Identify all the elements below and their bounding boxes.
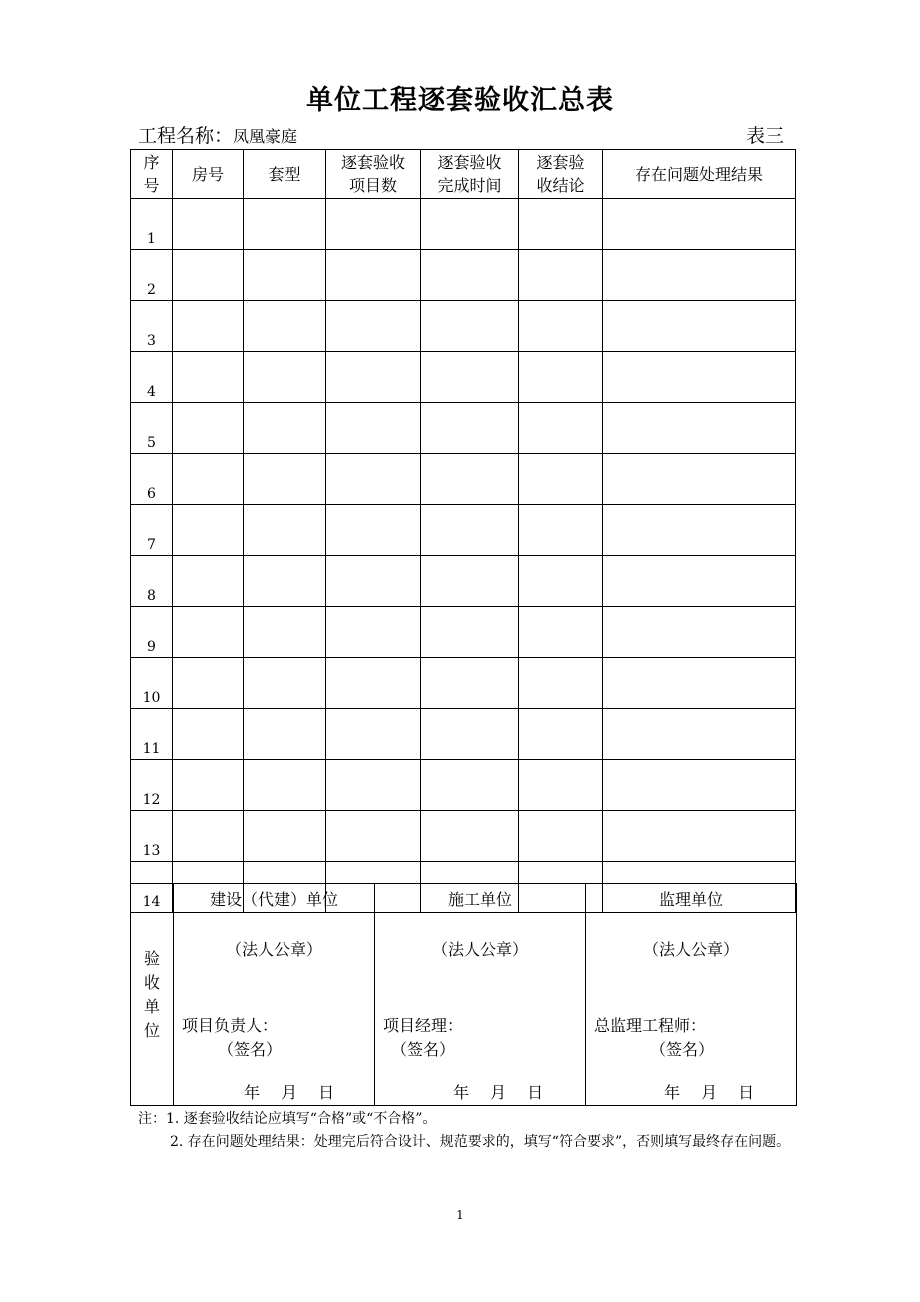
table-body: [131, 199, 796, 913]
conclusion-cell[interactable]: [519, 403, 603, 454]
conclusion-cell[interactable]: [519, 760, 603, 811]
responsible-person: 项目负责人：: [182, 1016, 279, 1035]
time-cell[interactable]: [421, 760, 519, 811]
row-number: 2: [131, 250, 173, 301]
row-number: 9: [131, 607, 173, 658]
type-cell[interactable]: [244, 658, 326, 709]
room-cell[interactable]: [173, 454, 244, 505]
responsible-person: 项目经理：: [383, 1016, 464, 1035]
type-cell[interactable]: [244, 301, 326, 352]
room-cell[interactable]: [173, 250, 244, 301]
time-cell[interactable]: [421, 250, 519, 301]
type-cell[interactable]: [244, 811, 326, 862]
result-cell[interactable]: [603, 250, 796, 301]
items-cell[interactable]: [326, 403, 421, 454]
row-number: 3: [131, 301, 173, 352]
conclusion-cell[interactable]: [519, 505, 603, 556]
type-cell[interactable]: [244, 505, 326, 556]
note-2: 2. 存在问题处理结果：处理完后符合设计、规范要求的，填写“符合要求”，否则填写最终存在问题。: [170, 1134, 791, 1150]
conclusion-cell[interactable]: [519, 658, 603, 709]
row-number: 8: [131, 556, 173, 607]
date-text: 年 月 日: [664, 1083, 755, 1102]
result-cell[interactable]: [603, 658, 796, 709]
room-cell[interactable]: [173, 811, 244, 862]
responsible-person: 总监理工程师：: [594, 1016, 707, 1035]
summary-table: [130, 149, 796, 913]
row-number: 4: [131, 352, 173, 403]
time-cell[interactable]: [421, 403, 519, 454]
row-number: 1: [131, 199, 173, 250]
header-conclusion: 逐套验 收结论: [519, 150, 603, 199]
type-cell[interactable]: [244, 199, 326, 250]
result-cell[interactable]: [603, 709, 796, 760]
row-number: 7: [131, 505, 173, 556]
result-cell[interactable]: [603, 811, 796, 862]
conclusion-cell[interactable]: [519, 352, 603, 403]
time-cell[interactable]: [421, 607, 519, 658]
row-number: 14: [131, 862, 173, 913]
result-cell[interactable]: [603, 301, 796, 352]
result-cell[interactable]: [603, 352, 796, 403]
room-cell[interactable]: [173, 556, 244, 607]
table-row: [131, 505, 796, 556]
time-cell[interactable]: [421, 505, 519, 556]
sign-block-contractor: [375, 913, 586, 1106]
type-cell[interactable]: [244, 607, 326, 658]
time-cell[interactable]: [421, 454, 519, 505]
time-cell[interactable]: [421, 658, 519, 709]
conclusion-cell[interactable]: [519, 556, 603, 607]
items-cell[interactable]: [326, 352, 421, 403]
result-cell[interactable]: [603, 403, 796, 454]
type-cell[interactable]: [244, 403, 326, 454]
unit-construction-owner: 建设（代建）单位: [174, 884, 375, 913]
room-cell[interactable]: [173, 760, 244, 811]
table-row: [131, 250, 796, 301]
items-cell[interactable]: [326, 250, 421, 301]
time-cell[interactable]: [421, 556, 519, 607]
project-name: [138, 121, 297, 148]
table-row: [131, 709, 796, 760]
table-row: [131, 760, 796, 811]
type-cell[interactable]: [244, 352, 326, 403]
items-cell[interactable]: [326, 454, 421, 505]
seal-text: （法人公章）: [642, 940, 739, 959]
row-number: 5: [131, 403, 173, 454]
room-cell[interactable]: [173, 658, 244, 709]
table-row: [131, 403, 796, 454]
table-row: [131, 199, 796, 250]
row-number: 6: [131, 454, 173, 505]
result-cell[interactable]: [603, 199, 796, 250]
table-row: [131, 352, 796, 403]
unit-supervisor: 监理单位: [586, 884, 797, 913]
items-cell[interactable]: [326, 556, 421, 607]
result-cell[interactable]: [603, 760, 796, 811]
header-row: [131, 150, 796, 199]
result-cell[interactable]: [603, 454, 796, 505]
items-cell[interactable]: [326, 760, 421, 811]
conclusion-cell[interactable]: [519, 199, 603, 250]
row-number: 12: [131, 760, 173, 811]
table-row: [131, 607, 796, 658]
time-cell[interactable]: [421, 811, 519, 862]
table-row: [131, 301, 796, 352]
signature-text: （签名）: [218, 1040, 283, 1059]
document-title: 单位工程逐套验收汇总表: [306, 85, 614, 116]
time-cell[interactable]: [421, 709, 519, 760]
acceptance-table: [130, 883, 797, 1106]
row-number: 10: [131, 658, 173, 709]
table-row: [131, 658, 796, 709]
time-cell[interactable]: [421, 199, 519, 250]
header-type: 套型: [244, 150, 326, 199]
conclusion-cell[interactable]: [519, 301, 603, 352]
seal-text: （法人公章）: [225, 940, 322, 959]
header-time: 逐套验收 完成时间: [421, 150, 519, 199]
items-cell[interactable]: [326, 301, 421, 352]
acceptance-label: 验 收 单 位: [131, 884, 174, 1106]
project-name-value: 凤凰豪庭: [233, 127, 298, 146]
room-cell[interactable]: [173, 199, 244, 250]
room-cell[interactable]: [173, 505, 244, 556]
date-text: 年 月 日: [244, 1083, 335, 1102]
header-room: 房号: [173, 150, 244, 199]
items-cell[interactable]: [326, 709, 421, 760]
room-cell[interactable]: [173, 607, 244, 658]
table-row: [131, 454, 796, 505]
result-cell[interactable]: [603, 556, 796, 607]
project-name-label: 工程名称：: [138, 125, 234, 147]
note-1: 注：1. 逐套验收结论应填写“合格”或“不合格”。: [138, 1111, 437, 1127]
sign-block-owner: [174, 913, 375, 1106]
type-cell[interactable]: [244, 250, 326, 301]
items-cell[interactable]: [326, 199, 421, 250]
type-cell[interactable]: [244, 709, 326, 760]
room-cell[interactable]: [173, 403, 244, 454]
items-cell[interactable]: [326, 658, 421, 709]
table-row: [131, 811, 796, 862]
page-number: 1: [456, 1208, 464, 1222]
room-cell[interactable]: [173, 709, 244, 760]
header-items: 逐套验收 项目数: [326, 150, 421, 199]
conclusion-cell[interactable]: [519, 811, 603, 862]
conclusion-cell[interactable]: [519, 709, 603, 760]
conclusion-cell[interactable]: [519, 454, 603, 505]
header-result: 存在问题处理结果: [603, 150, 796, 199]
room-cell[interactable]: [173, 352, 244, 403]
header-seq: 序 号: [131, 150, 173, 199]
result-cell[interactable]: [603, 505, 796, 556]
unit-contractor: 施工单位: [375, 884, 586, 913]
sign-block-supervisor: [586, 913, 797, 1106]
row-number: 11: [131, 709, 173, 760]
conclusion-cell[interactable]: [519, 607, 603, 658]
time-cell[interactable]: [421, 301, 519, 352]
type-cell[interactable]: [244, 454, 326, 505]
type-cell[interactable]: [244, 556, 326, 607]
time-cell[interactable]: [421, 352, 519, 403]
date-text: 年 月 日: [453, 1083, 544, 1102]
signature-text: （签名）: [650, 1040, 715, 1059]
result-cell[interactable]: [603, 607, 796, 658]
seal-text: （法人公章）: [431, 940, 528, 959]
room-cell[interactable]: [173, 301, 244, 352]
row-number: 13: [131, 811, 173, 862]
items-cell[interactable]: [326, 607, 421, 658]
type-cell[interactable]: [244, 760, 326, 811]
signature-text: （签名）: [391, 1040, 456, 1059]
items-cell[interactable]: [326, 811, 421, 862]
table-number: 表三: [746, 125, 785, 147]
items-cell[interactable]: [326, 505, 421, 556]
table-row: [131, 556, 796, 607]
conclusion-cell[interactable]: [519, 250, 603, 301]
